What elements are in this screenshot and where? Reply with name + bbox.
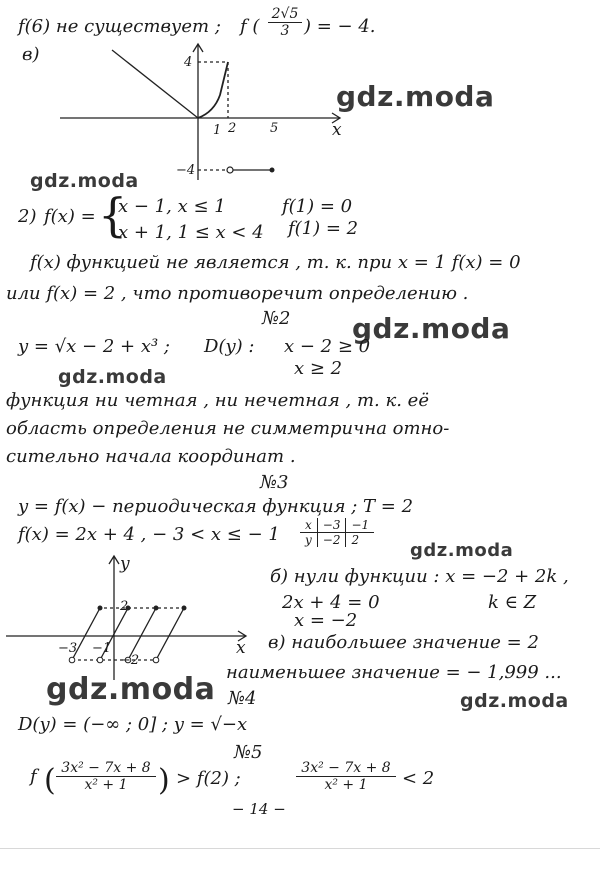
watermark-6: gdz.moda [46, 672, 216, 707]
part2-text2: или f(x) = 2 , что противоречит определению . [6, 283, 469, 304]
n3-b-line: б) нули функции : x = −2 + 2k , [270, 566, 569, 587]
n5-left-den: x² + 1 [84, 777, 128, 793]
n5-right-num: 3x² − 7x + 8 [296, 760, 396, 777]
n2-domain-2: x ≥ 2 [294, 358, 343, 379]
watermark-1: gdz.moda [336, 80, 495, 113]
n5-left-fraction [56, 760, 156, 793]
page-number: − 14 − [232, 800, 286, 818]
n3-line1: y = f(x) − периодическая функция ; T = 2 [18, 496, 414, 517]
n4-line: D(y) = (−∞ ; 0] ; y = √−x [18, 714, 248, 735]
graph1-x-axis-label: x [332, 120, 342, 140]
graph2-tick-2: 2 [120, 599, 129, 614]
n5-right-tail: < 2 [402, 768, 435, 789]
n2-header: №2 [262, 308, 291, 329]
n5-right-fraction [296, 760, 396, 793]
n4-header: №4 [228, 688, 257, 709]
part-v-label: в) [22, 44, 40, 65]
watermark-7: gdz.moda [460, 690, 569, 712]
n3-table-cell: −3 [317, 518, 346, 533]
part2-val2: f(1) = 2 [288, 218, 359, 239]
graph1-x-tick-1: 1 [213, 123, 222, 138]
n5-left-paren-close: ) [158, 763, 170, 798]
graph2-closed-4 [182, 606, 187, 611]
n2-text3: сительно начала координат . [6, 446, 296, 467]
n2-formula: y = √x − 2 + x³ ; [18, 336, 170, 357]
n2-text1: функция ни четная , ни нечетная , т. к. её [6, 390, 429, 411]
watermark-5: gdz.moda [410, 540, 514, 561]
n3-b-k: k ∈ Z [488, 592, 537, 613]
part2-brace: { [98, 188, 128, 242]
part2-case1: x − 1, x ≤ 1 [118, 196, 226, 217]
n3-line2: f(x) = 2x + 4 , − 3 < x ≤ − 1 [18, 524, 280, 545]
n5-left-f: f [30, 766, 37, 787]
n2-domain-1: x − 2 ≥ 0 [284, 336, 371, 357]
graph1-x-tick-2: 2 [228, 121, 237, 136]
graph2-tick-neg2: −2 [120, 653, 140, 668]
watermark-2: gdz.moda [30, 170, 139, 192]
part2-label: 2) [18, 206, 37, 227]
watermark-3: gdz.moda [352, 312, 511, 345]
n3-table-cell: y [305, 533, 312, 547]
n3-header: №3 [260, 472, 289, 493]
graph2-seg-4 [156, 608, 184, 660]
part2-func: f(x) = [44, 206, 96, 227]
n3-table-cell: x [300, 518, 317, 533]
n5-left-tail: > f(2) ; [176, 768, 241, 789]
graph1-y-tick-bottom: −4 [176, 163, 196, 178]
n5-right-den: x² + 1 [324, 777, 368, 793]
line1-right-prefix: f ( [240, 16, 260, 37]
line1-left: f(6) не существует ; [18, 16, 221, 37]
n3-table-cell: 2 [346, 533, 374, 548]
line1-frac-den: 3 [280, 23, 290, 39]
part2-val1: f(1) = 0 [282, 196, 353, 217]
line1-right-suffix: ) = − 4. [304, 16, 376, 37]
n5-header: №5 [234, 742, 263, 763]
graph1-x-tick-5: 5 [270, 121, 279, 136]
n5-left-paren-open: ( [44, 763, 56, 798]
line1-frac-num: 2√5 [268, 6, 302, 23]
graph2-open-2 [97, 657, 103, 663]
n3-table-cell: −2 [317, 533, 346, 548]
bottom-rule [0, 848, 600, 849]
n3-b-eq2: x = −2 [294, 610, 358, 631]
n5-left-num: 3x² − 7x + 8 [56, 760, 156, 777]
n3-table-cell: −1 [346, 518, 374, 533]
part2-case2: x + 1, 1 ≤ x < 4 [118, 222, 264, 243]
n3-min-line: наименьшее значение = − 1,999 ... [226, 662, 562, 683]
n3-b-eq1: 2x + 4 = 0 [282, 592, 380, 613]
n2-text2: область определения не симметрична отно- [6, 418, 450, 439]
graph2-tick-neg3: −3 [58, 641, 78, 656]
part2-text1: f(x) функцией не является , т. к. при x = 1 f(x) = 0 [30, 252, 521, 273]
graph2-x-label: x [236, 638, 246, 658]
graph2-y-label: y [120, 554, 130, 574]
watermark-4: gdz.moda [58, 366, 167, 388]
graph2-open-1 [69, 657, 75, 663]
graph2-tick-neg1: −1 [92, 641, 112, 656]
graph1-y-tick-top: 4 [184, 55, 193, 70]
graph2-closed-1 [98, 606, 103, 611]
graph2-closed-3 [154, 606, 159, 611]
n2-domain-label: D(y) : [204, 336, 255, 357]
n3-v-line: в) наибольшее значение = 2 [268, 632, 539, 653]
graph2-open-4 [153, 657, 159, 663]
